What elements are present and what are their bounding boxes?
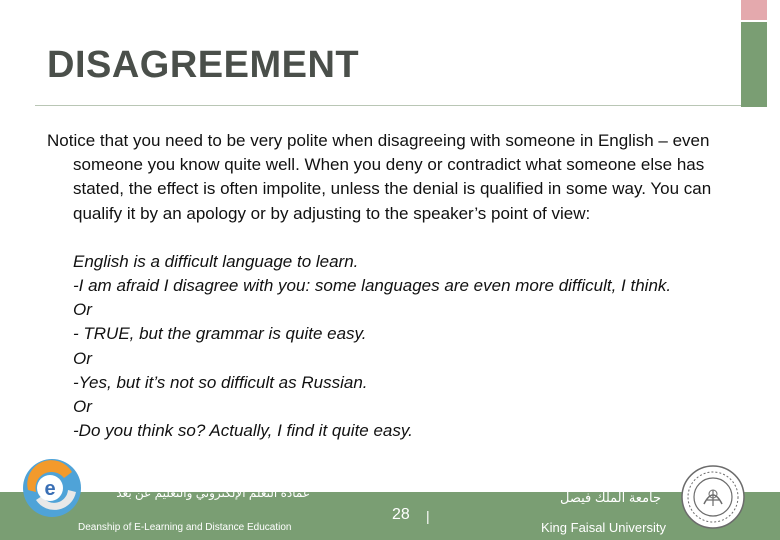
- university-arabic-name: جامعة الملك فيصل: [560, 490, 662, 505]
- example-line: Or: [73, 396, 92, 416]
- svg-text:e: e: [44, 478, 56, 500]
- page-number: 28: [392, 506, 410, 523]
- intro-paragraph: Notice that you need to be very polite when disagreeing with someone in English – even someone you know quite well. When you deny or contradict what someone else has stated, the effect is often impolite, unless the denial is qualified in some way. You can qualify it by an apology or by adjusting to the speaker’s point of view:: [47, 131, 712, 223]
- example-line: - TRUE, but the grammar is quite easy.: [73, 324, 367, 344]
- e-learning-logo-icon: [20, 456, 84, 520]
- example-line: -Yes, but it’s not so difficult as Russian.: [73, 372, 368, 392]
- accent-green-bar: [741, 22, 767, 107]
- deanship-arabic-name: عمادة التعلم الإلكتروني والتعليم عن بعد: [116, 486, 310, 500]
- page-separator: |: [426, 508, 430, 524]
- example-list: [73, 250, 747, 444]
- university-english-name: King Faisal University: [541, 520, 666, 535]
- example-line: -Do you think so? Actually, I find it quite easy.: [73, 421, 413, 441]
- deanship-english-name: Deanship of E-Learning and Distance Education: [78, 522, 292, 533]
- example-line: Or: [73, 300, 92, 320]
- university-seal-icon: [680, 464, 746, 530]
- title-divider: [35, 105, 741, 106]
- accent-pink-block: [741, 0, 767, 20]
- example-line: Or: [73, 348, 92, 368]
- example-line: -I am afraid I disagree with you: some languages are even more difficult, I think.: [73, 276, 672, 295]
- slide-title: DISAGREEMENT: [47, 44, 360, 86]
- slide-body: [47, 129, 747, 443]
- example-line: English is a difficult language to learn.: [73, 251, 359, 271]
- slide-footer: [0, 462, 780, 540]
